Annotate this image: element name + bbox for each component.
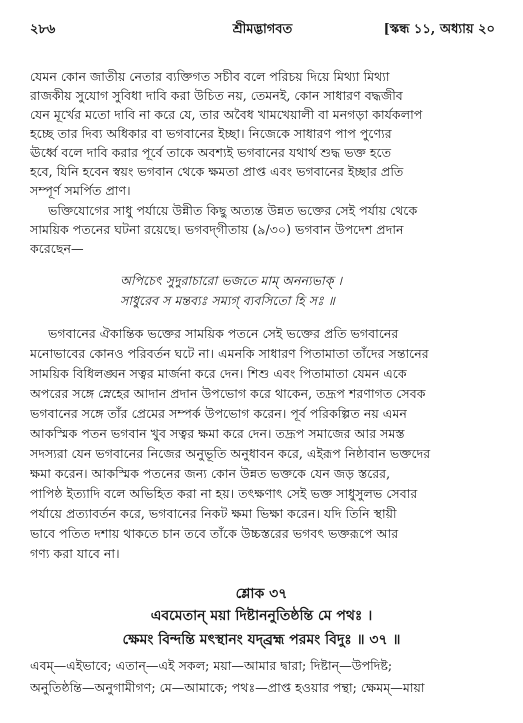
paragraph-line: সাময়িক পতনের ঘটনা রয়েছে। ভগবদ্‌গীতায় (৯/৩০) ভগবান উপদেশ প্রদান <box>30 222 404 237</box>
paragraph-line: রাজকীয় সুযোগ সুবিধা দাবি করা উচিত নয়, তেমনই, কোন সাধারণ বদ্ধজীব <box>30 88 403 103</box>
paragraph-line: হবে, যিনি হবেন স্বয়ং ভগবান থেকে ক্ষমতা প্রাপ্ত এবং ভগবানের ইচ্ছার প্রতি <box>30 164 404 179</box>
paragraph-line: ভক্তিযোগের সাধু পর্যায়ে উন্নীত কিছু অত্যন্ত উন্নত ভক্তের সেই পর্যায় থেকে <box>48 203 418 218</box>
paragraph-line: ক্ষমা করেন। আকস্মিক পতনের জন্য কোন উন্নত ভক্তকে যেন জড় স্তরের, <box>30 466 391 481</box>
page-header <box>30 20 495 40</box>
paragraph-line: পাপিষ্ঠ ইত্যাদি বলে অভিহিত করা না হয়। তৎক্ষণাৎ সেই ভক্ত সাধুসুলভ সেবার <box>30 486 418 501</box>
section-reference: [স্কন্ধ ১১, অধ্যায় ২০ <box>383 22 495 37</box>
gita-verse-line: সাধুরেব স মন্তব্যঃ সম্যগ্ ব্যবসিতো হি সঃ ॥ <box>120 293 335 308</box>
paragraph-line: সাময়িক বিধিলঙ্ঘন সত্বর মার্জনা করে দেন। শিশু এবং পিতামাতা যেমন একে <box>30 366 407 381</box>
paragraph-line: যেন মূর্খের মতো দাবি না করে যে, তার অবৈধ খামখেয়ালী বা মনগড়া কার্যকলাপ <box>30 107 423 122</box>
paragraph-line: পর্যায়ে প্রত্যাবর্তন করে, ভগবানের নিকট ক্ষমা ভিক্ষা করেন। যদি তিনি স্থায়ী <box>30 506 397 521</box>
paragraph-line: হচ্ছে তার দিব্য অধিকার বা ভগবানের ইচ্ছা। নিজেকে সাধারণ পাপ পুণ্যের <box>30 126 392 141</box>
book-title: শ্রীমদ্ভাগবত <box>232 22 293 37</box>
paragraph-line: আকস্মিক পতন ভগবান খুব সত্বর ক্ষমা করে দেন। তদ্রূপ সমাজের আর সমস্ত <box>30 426 405 441</box>
paragraph-line: অপরের সঙ্গে স্নেহের আদান প্রদান উপভোগ করে থাকেন, তদ্রূপ শরণাগত সেবক <box>30 386 426 401</box>
sloka-line: ক্ষেমং বিন্দন্তি মৎস্থানং যদ্‌ব্রহ্ম পরমং বিদুঃ ॥ ৩৭ ॥ <box>122 632 401 648</box>
sloka-line: এবমেতান্ ময়া দিষ্টাননুতিষ্ঠন্তি মে পথঃ । <box>150 608 373 624</box>
paragraph-line: ভগবানের ঐকান্তিক ভক্তের সাময়িক পতনে সেই ভক্তের প্রতি ভগবানের <box>48 326 399 341</box>
paragraph-line: যেমন কোন জাতীয় নেতার ব্যক্তিগত সচীব বলে পরিচয় দিয়ে মিথ্যা মিথ্যা <box>30 69 390 84</box>
paragraph-line: সম্পূর্ণ সমর্পিত প্রাণ। <box>30 183 131 198</box>
paragraph-line: করেছেন— <box>30 241 84 256</box>
gita-verse-line: অপিচেৎ সুদুরাচারো ভজতে মাম্ অনন্যভাক্ । <box>120 273 343 288</box>
paragraph-line: ঊর্ধ্বে বলে দাবি করার পূর্বে তাকে অবশ্যই ভগবানের যথার্থ শুদ্ধ ভক্ত হতে <box>30 145 392 160</box>
paragraph-line: গণ্য করা যাবে না। <box>30 546 120 561</box>
synonyms-line: এবম্—এইভাবে; এতান্—এই সকল; ময়া—আমার দ্বারা; দিষ্টান্—উপদিষ্ট; <box>30 658 393 673</box>
paragraph-line: সদস্যরা যেন ভগবানের নিজের অনুভূতি অনুধাবন করে, এইরূপ নিষ্ঠাবান ভক্তদের <box>30 446 431 461</box>
sloka-heading: শ্লোক ৩৭ <box>235 586 288 602</box>
paragraph-line: ভগবানের সঙ্গে তাঁর প্রেমের সম্পর্ক উপভোগ করেন। পূর্ব পরিকল্পিত নয় এমন <box>30 406 407 421</box>
page-number: ২৮৬ <box>30 22 56 37</box>
paragraph-line: ভাবে পতিত দশায় থাকতে চান তবে তাঁকে উচ্চস্তরের ভগবৎ ভক্তরূপে আর <box>30 526 399 541</box>
paragraph-line: মনোভাবের কোনও পরিবর্তন ঘটে না। এমনকি সাধারণ পিতামাতা তাঁদের সন্তানের <box>30 346 429 361</box>
synonyms-line: অনুতিষ্ঠন্তি—অনুগামীগণ; মে—আমাকে; পথঃ—প্রাপ্ত হওয়ার পন্থা; ক্ষেমম্—মায়া <box>30 680 425 695</box>
